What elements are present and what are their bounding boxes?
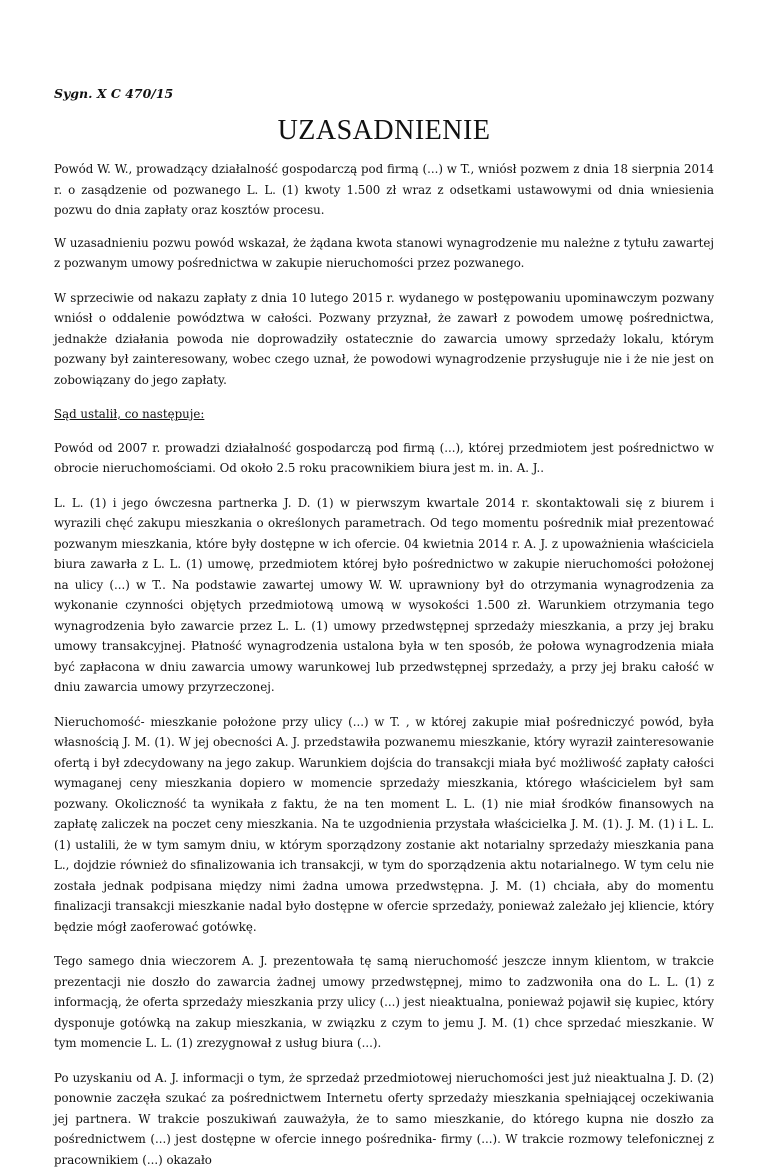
finding-paragraph: Tego samego dnia wieczorem A. J. prezentowała tę samą nieruchomość jeszcze innym klientom, w trakcie prezentacji nie doszło do zawarcia żadnej umowy przedwstępnej, mimo to zadzwoniła ona do L. L. (1) z informacją, że oferta sprzedaży mieszkania przy ulicy (...) jest nieaktualna, ponieważ pojawił się kupiec, który dysponuje gotówką na zakup mieszkania, w związku z czym to jemu J. M. (1) chce sprzedać mieszkanie. W tym momencie L. L. (1) zrezygnował z usług biura (...). xyxy=(54,951,714,1054)
finding-paragraph: L. L. (1) i jego ówczesna partnerka J. D. (1) w pierwszym kwartale 2014 r. skontaktowali się z biurem i wyrazili chęć zakupu mieszkania o określonych parametrach. Od tego momentu pośrednik miał prezentować pozwanym mieszkania, które były dostępne w ich ofercie. 04 kwietnia 2014 r. A. J. z upoważnienia właściciela biura zawarła z L. L. (1) umowę, przedmiotem której było pośrednictwo w zakupie nieruchomości położonej na ulicy (...) w T.. Na podstawie zawartej umowy W. W. uprawniony był do otrzymania wynagrodzenia za wykonanie czynności objętych przedmiotową umową w wysokości 1.500 zł. Warunkiem otrzymania tego wynagrodzenia było zawarcie przez L. L. (1) umowy przedwstępnej sprzedaży mieszkania, a przy jej braku umowy transakcyjnej. Płatność wynagrodzenia ustalona była w ten sposób, że połowa wynagrodzenia miała być zapłacona w dniu zawarcia umowy warunkowej lub przedwstępnej sprzedaży, a przy jej braku całość w dniu zawarcia umowy przyrzeczonej. xyxy=(54,493,714,698)
section-heading: Sąd ustalił, co następuje: xyxy=(54,404,714,425)
paragraph-objection: W sprzeciwie od nakazu zapłaty z dnia 10 lutego 2015 r. wydanego w postępowaniu upominawczym pozwany wniósł o oddalenie powództwa w całości. Pozwany przyznał, że zawarł z powodem umowę pośrednictwa, jednakże działania powoda nie doprowadziły ostatecznie do zawarcia umowy sprzedaży lokalu, którym pozwany był zainteresowany, wobec czego uznał, że powodowi wynagrodzenie przysługuje nie i że nie jest on zobowiązany do jego zapłaty. xyxy=(54,288,714,391)
paragraph-claim: Powód W. W., prowadzący działalność gospodarczą pod firmą (...) w T., wniósł pozwem z dnia 18 sierpnia 2014 r. o zasądzenie od pozwanego L. L. (1) kwoty 1.500 zł wraz z odsetkami ustawowymi od dnia wniesienia pozwu do dnia zapłaty oraz kosztów procesu. xyxy=(54,159,714,221)
case-number: Sygn. X C 470/15 xyxy=(54,86,714,101)
document-title: UZASADNIENIE xyxy=(54,115,714,147)
finding-paragraph: Po uzyskaniu od A. J. informacji o tym, że sprzedaż przedmiotowej nieruchomości jest już nieaktualna J. D. (2) ponownie zaczęła szukać za pośrednictwem Internetu oferty sprzedaży mieszkania spełniającej oczekiwania jej partnera. W trakcie poszukiwań zauważyła, że to samo mieszkanie, do którego kupna nie doszło za pośrednictwem (...) jest dostępne w ofercie innego pośrednika- firmy (...). W trakcie rozmowy telefonicznej z pracownikiem (...) okazało xyxy=(54,1068,714,1170)
paragraph-justification: W uzasadnieniu pozwu powód wskazał, że żądana kwota stanowi wynagrodzenie mu należne z tytułu zawartej z pozwanym umowy pośrednictwa w zakupie nieruchomości przez pozwanego. xyxy=(54,233,714,274)
finding-paragraph: Powód od 2007 r. prowadzi działalność gospodarczą pod firmą (...), której przedmiotem jest pośrednictwo w obrocie nieruchomościami. Od około 2.5 roku pracownikiem biura jest m. in. A. J.. xyxy=(54,438,714,479)
finding-paragraph: Nieruchomość- mieszkanie położone przy ulicy (...) w T. , w której zakupie miał pośredniczyć powód, była własnością J. M. (1). W jej obecności A. J. przedstawiła pozwanemu mieszkanie, który wyraził zainteresowanie ofertą i był zdecydowany na jego zakup. Warunkiem dojścia do transakcji miała być możliwość zapłaty całości wymaganej ceny mieszkania dopiero w momencie sprzedaży mieszkania, którego właścicielem był sam pozwany. Okoliczność ta wynikała z faktu, że na ten moment L. L. (1) nie miał środków finansowych na zapłatę zaliczek na poczet ceny mieszkania. Na te uzgodnienia przystała właścicielka J. M. (1). J. M. (1) i L. L. (1) ustalili, że w tym samym dniu, w którym sporządzony zostanie akt notarialny sprzedaży mieszkania pana L., dojdzie również do sfinalizowania ich transakcji, w tym do sporządzenia aktu notarialnego. W tym celu nie została jednak podpisana między nimi żadna umowa przedwstępna. J. M. (1) chciała, aby do momentu finalizacji transakcji mieszkanie nadal było dostępne w ofercie sprzedaży, ponieważ zależało jej kliencie, który będzie mógł zaoferować gotówkę. xyxy=(54,712,714,938)
